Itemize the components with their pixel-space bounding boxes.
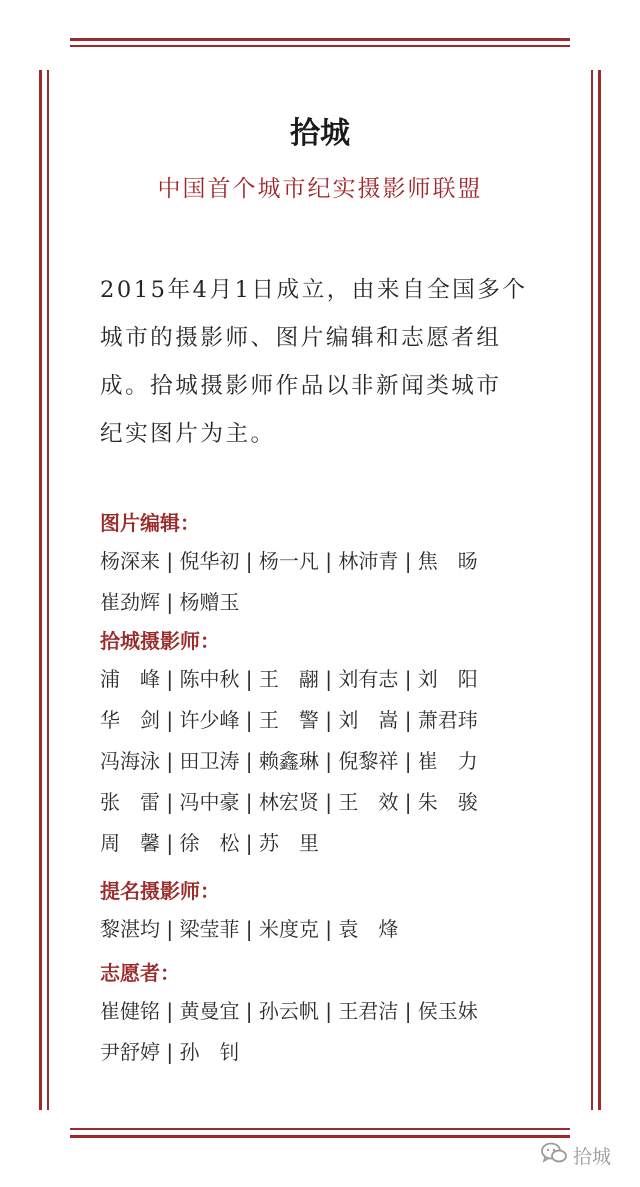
intro-line: 纪实图片为主。: [100, 421, 276, 447]
wechat-icon: [540, 1141, 573, 1170]
page-subtitle: 中国首个城市纪实摄影师联盟: [157, 176, 483, 202]
nominated-section: [100, 873, 550, 950]
frame-left-line-outer: [39, 70, 42, 1110]
name-line: 崔劲辉 | 杨赠玉: [100, 590, 240, 614]
nominated-label: 提名摄影师：: [100, 879, 220, 903]
watermark-text: 拾城: [573, 1145, 612, 1168]
intro-line: 城市的摄影师、图片编辑和志愿者组: [100, 325, 502, 351]
volunteers-section: [100, 955, 550, 1073]
volunteers-label: 志愿者：: [100, 961, 180, 985]
page-title: 拾城: [290, 116, 350, 151]
photographers-label: 拾城摄影师：: [100, 629, 220, 653]
name-line: 黎湛均 | 梁莹菲 | 米度克 | 袁 烽: [100, 917, 399, 941]
frame-right-line-outer: [598, 70, 601, 1110]
name-line: 冯海泳 | 田卫涛 | 赖鑫琳 | 倪黎祥 | 崔 力: [100, 749, 478, 773]
name-line: 崔健铭 | 黄曼宜 | 孙云帆 | 王君洁 | 侯玉妹: [100, 999, 478, 1023]
name-line: 浦 峰 | 陈中秋 | 王 翮 | 刘有志 | 刘 阳: [100, 667, 478, 691]
watermark: [540, 1140, 611, 1170]
frame-left-line-inner: [47, 70, 49, 1110]
frame-bottom-line-inner: [70, 1128, 570, 1130]
editors-label: 图片编辑：: [100, 511, 200, 535]
frame-top-line-outer: [70, 38, 570, 41]
name-line: 张 雷 | 冯中豪 | 林宏贤 | 王 效 | 朱 骏: [100, 790, 478, 814]
intro-line: 2015年4月1日成立，由来自全国多个: [100, 277, 528, 303]
intro-line: 成。拾城摄影师作品以非新闻类城市: [100, 373, 502, 399]
name-line: 周 馨 | 徐 松 | 苏 里: [100, 831, 319, 855]
photographers-section: [100, 623, 550, 864]
name-line: 杨深来 | 倪华初 | 杨一凡 | 林沛青 | 焦 旸: [100, 549, 478, 573]
frame-bottom-line-outer: [70, 1135, 570, 1138]
frame-top-line-inner: [70, 45, 570, 47]
name-line: 尹舒婷 | 孙 钊: [100, 1040, 240, 1064]
frame-right-line-inner: [591, 70, 593, 1110]
editors-section: [100, 505, 550, 623]
name-line: 华 剑 | 许少峰 | 王 警 | 刘 嵩 | 萧君玮: [100, 708, 478, 732]
intro-paragraph: [100, 266, 550, 458]
